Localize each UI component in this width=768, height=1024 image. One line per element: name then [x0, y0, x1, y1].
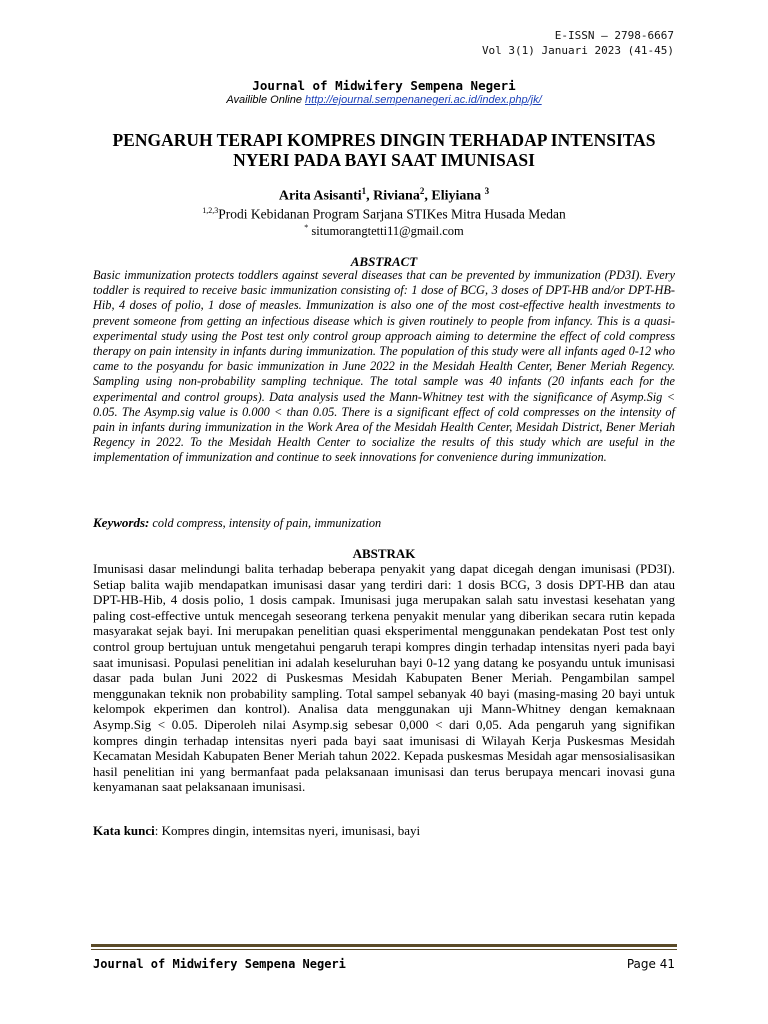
affiliation-sup: 1,2,3 — [202, 206, 219, 215]
author-sup: 3 — [484, 186, 490, 196]
corresponding-email — [0, 223, 768, 239]
author-sup: 1 — [361, 186, 367, 196]
author-sup: 2 — [419, 186, 425, 196]
author-list: Arita Asisanti$^1$, Riviana$^2$, Eliyiana $^3$ — [278, 186, 490, 204]
volume-text: Vol 3(1) Januari 2023 (41-45) — [481, 44, 674, 57]
email-sup: * — [304, 223, 309, 232]
footer-divider-thick — [91, 944, 677, 947]
journal-name: Journal of Midwifery Sempena Negeri — [252, 78, 516, 93]
affiliation — [0, 206, 768, 223]
author-name: Riviana — [373, 188, 420, 204]
article-title — [80, 130, 688, 170]
issn-text: E-ISSN – 2798-6667 — [554, 29, 674, 42]
kata-kunci-label: Kata kunci — [93, 823, 155, 838]
abstract-heading: ABSTRACT — [350, 254, 418, 269]
title-line-1: PENGARUH TERAPI KOMPRES DINGIN TERHADAP INTENSITAS — [112, 130, 656, 150]
title-line-2: NYERI PADA BAYI SAAT IMUNISASI — [233, 150, 535, 170]
keywords-text: cold compress, intensity of pain, immunization — [152, 516, 382, 530]
page-number: Page 41 — [626, 957, 675, 971]
issn-block — [482, 28, 674, 58]
abstract-body: Basic immunization protects toddlers against several diseases that can be prevented by immunization (PD3I). Every toddler is required to receive basic immunization consisting of: 1 dose of BCG, 3 doses of DPT-HB and/or DPT-HB-Hib, 4 doses of polio, 1 dose of measles. Immunization is also one of the most cost-effective health investments to prevent someone from getting an infectious disease which is given routinely to people from infancy. This is a quasi-experimental study using the Post test only control group approach aiming to determine the effect of cold compress therapy on pain intensity in infants during immunization. The population of this study were all infants aged 0-12 who came to the posyandu for basic immunization in June 2022 in the Mesidah Health Center, Bener Meriah Regency. Sampling using non-probability sampling technique. The total sample was 40 infants (20 infants each for the experimental and control groups). Data analysis used the Mann-Whitney test with the significance of Asymp.Sig < 0.05. The Asymp.sig value is 0.000 < than 0.05. There is a significant effect of cold compresses on the intensity of pain in infants during immunization in the Work Area of the Mesidah Health Center, Mesidah District, Bener Meriah Regency in 2022. To the Mesidah Health Center to socialize the results of this study which are useful in the implementation of immunization and continue to seek innovations for convenience during immunization. — [93, 268, 675, 465]
journal-url-link[interactable]: http://ejournal.sempenanegeri.ac.id/index.php/jk/ — [305, 94, 542, 106]
available-label: Availible Online — [226, 94, 302, 106]
footer-journal-name: Journal of Midwifery Sempena Negeri — [93, 957, 346, 971]
abstrak-heading: ABSTRAK — [352, 546, 416, 561]
email-text: situmorangtetti11@gmail.com — [311, 224, 464, 239]
author-name: Arita Asisanti — [278, 188, 362, 204]
footer-divider-thin — [91, 949, 677, 950]
affiliation-text: Prodi Kebidanan Program Sarjana STIKes Mitra Husada Medan — [218, 206, 566, 222]
keywords-label: Keywords: — [93, 515, 150, 530]
keywords-line — [93, 515, 675, 531]
abstrak-body: Imunisasi dasar melindungi balita terhadap beberapa penyakit yang dapat dicegah dengan imunisasi (PD3I). Setiap balita wajib mendapatkan imunisasi dasar yang terdiri dari: 1 dosis BCG, 3 dosis DPT-HB dan atau DPT-HB-Hib, 4 dosis polio, 1 dosis campak. Imunisasi juga merupakan salah satu investasi kesehatan yang paling cost-effective untuk mencegah seseorang terkena penyakit menular yang diberikan secara rutin kepada masyarakat sejak bayi. Ini merupakan penelitian quasi eksperimental menggunakan pendekatan Post test only control group bertujuan untuk mengetahui pengaruh terapi kompres dingin terhadap intensitas nyeri pada bayi saat imunisasi. Populasi penelitian ini adalah keseluruhan bayi 0-12 yang datang ke posyandu untuk imunisasi dasar pada bulan Juni 2022 di Puskesmas Mesidah Kabupaten Bener Meriah. Pengambilan sampel menggunakan teknik non probability sampling. Total sampel sebanyak 40 bayi (masing-masing 20 bayi untuk kelompok ekperimen dan kontrol). Analisa data menggunakan uji Mann-Whitney dengan kemaknaan Asymp.Sig < 0.05. Diperoleh nilai Asymp.sig sebesar 0,000 < dari 0,05. Ada pengaruh yang signifikan kompres dingin terhadap intensitas nyeri pada bayi saat imunisasi di Wilayah Kerja Puskesmas Mesidah Kecamatan Mesidah Kabupaten Bener Meriah tahun 2022. Kepada puskesmas Mesidah agar mensosialisasikan hasil penelitian ini yang bermanfaat pada pelaksanaan imunisasi dan terus berupaya mencari inovasi guna kenyamanan saat pelaksanaan imunisasi. — [93, 561, 675, 795]
availability-line — [0, 94, 768, 106]
author-name: Eliyiana — [431, 188, 482, 204]
kata-kunci-text: : Kompres dingin, intemsitas nyeri, imunisasi, bayi — [154, 823, 421, 838]
kata-kunci-line — [93, 823, 675, 839]
